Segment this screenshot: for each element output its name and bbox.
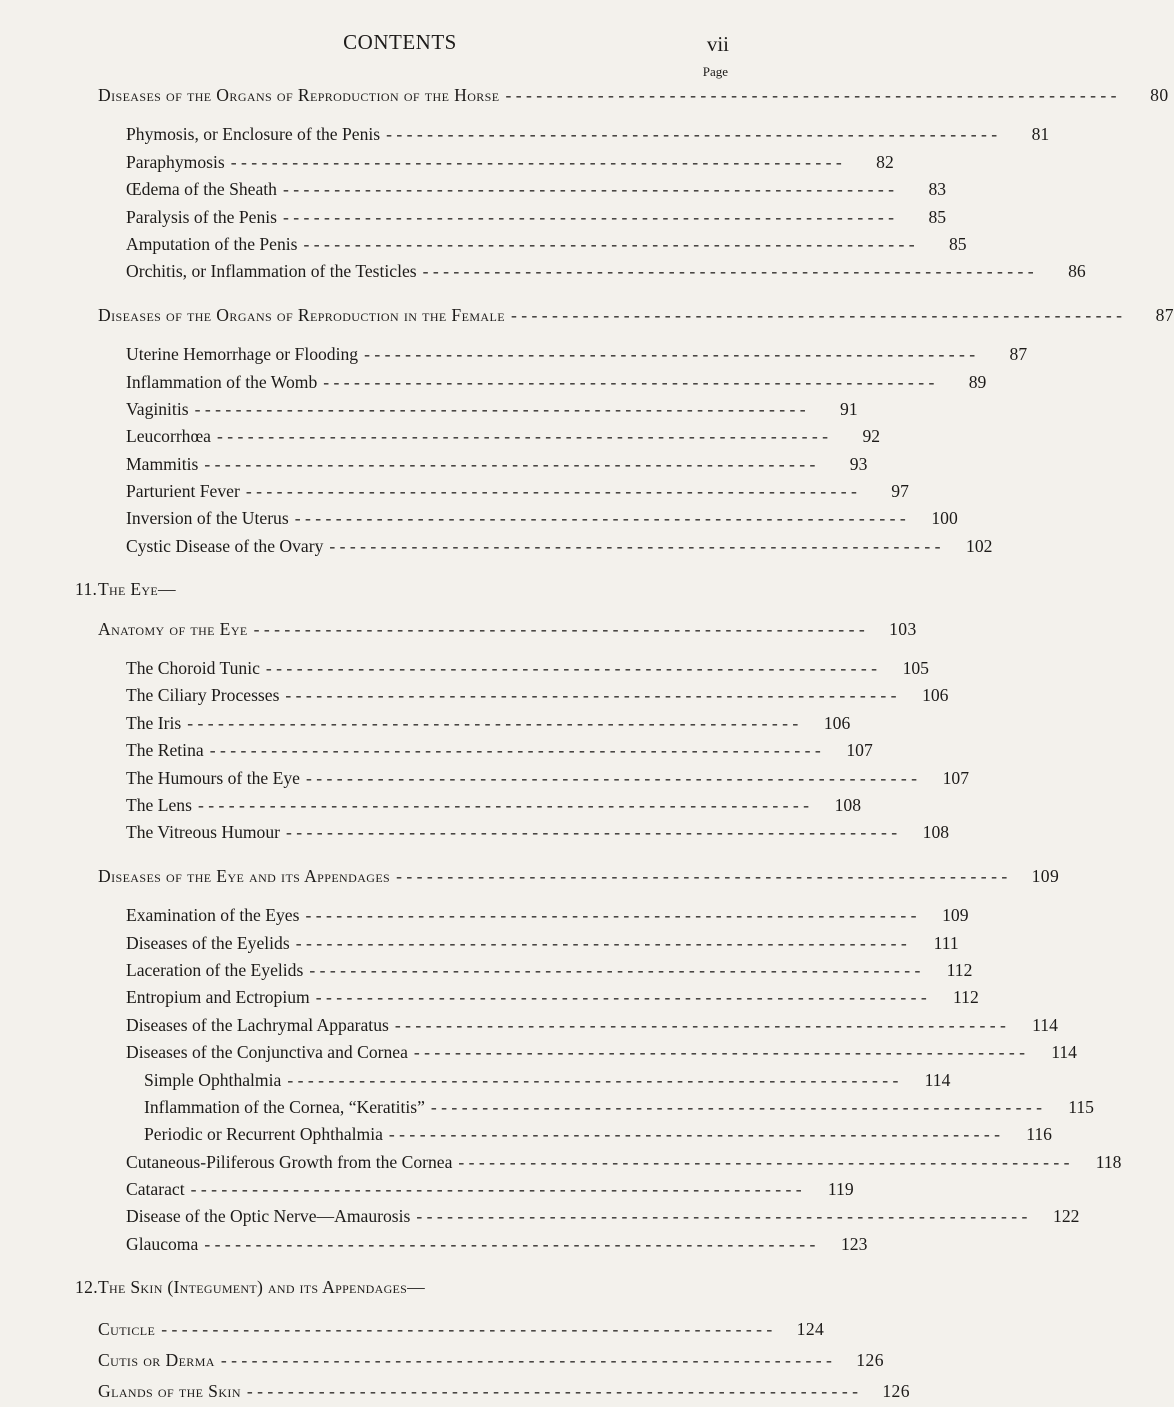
dot-leader: - - - - - - - - - - - - - - - - - - - - - - - - - - - - - - - - - - - - - - - - - - - - - - - - - - - - - - - - - - - - bbox=[386, 124, 998, 145]
part-heading-title: The Skin (Integument) and its Appendages— bbox=[98, 1277, 426, 1298]
toc-entry-page: 106 bbox=[823, 712, 851, 733]
toc-entry-title: Phymosis, or Enclosure of the Penis bbox=[126, 124, 381, 145]
toc-entry bbox=[0, 369, 987, 396]
toc-entry bbox=[0, 902, 969, 929]
toc-entry-page: 111 bbox=[933, 932, 959, 953]
toc-entry-page: 107 bbox=[942, 767, 969, 788]
toc-entry-title: Diseases of the Eyelids bbox=[126, 932, 290, 953]
toc-entry bbox=[0, 149, 894, 176]
toc-entry bbox=[0, 765, 969, 792]
toc-subentry bbox=[0, 1121, 1052, 1148]
section-heading-page: 103 bbox=[889, 618, 917, 639]
toc-entry-title: Inversion of the Uterus bbox=[126, 508, 289, 529]
dot-leader: - - - - - - - - - - - - - - - - - - - - - - - - - - - - - - - - - - - - - - - - - - - - - - - - - - - - - - - - - - - - bbox=[286, 822, 898, 843]
page-column-label: Page bbox=[702, 64, 728, 79]
toc-entry bbox=[0, 341, 1028, 368]
toc-entry-title: The Iris bbox=[126, 712, 182, 733]
toc-entry-page: 86 bbox=[1068, 261, 1086, 282]
toc-entry-title: Diseases of the Conjunctiva and Cornea bbox=[126, 1042, 408, 1063]
toc-entry-page: 105 bbox=[902, 658, 929, 679]
toc-subentry bbox=[0, 1067, 951, 1094]
toc-subentry bbox=[0, 1094, 1094, 1121]
toc-entry-page: 97 bbox=[891, 481, 909, 502]
section-heading-title: Cuticle bbox=[98, 1318, 156, 1339]
toc-entry-page: 114 bbox=[1051, 1042, 1077, 1063]
section-heading-title: Diseases of the Organs of Reproduction of the Horse bbox=[98, 85, 500, 105]
toc-entry bbox=[0, 423, 881, 450]
toc-entry-title: The Choroid Tunic bbox=[126, 658, 260, 679]
dot-leader: - - - - - - - - - - - - - - - - - - - - - - - - - - - - - - - - - - - - - - - - - - - - - - - - - - - - - - - - - - - - bbox=[430, 1096, 1042, 1117]
dot-leader: - - - - - - - - - - - - - - - - - - - - - - - - - - - - - - - - - - - - - - - - - - - - - - - - - - - - - - - - - - - - bbox=[282, 179, 895, 200]
toc-entry bbox=[0, 984, 979, 1011]
toc-entry bbox=[0, 1231, 868, 1258]
toc-entry-title: Entropium and Ectropium bbox=[126, 987, 310, 1008]
toc-entry-title: The Vitreous Humour bbox=[126, 822, 281, 843]
dot-leader: - - - - - - - - - - - - - - - - - - - - - - - - - - - - - - - - - - - - - - - - - - - - - - - - - - - - - - - - - - - - bbox=[396, 865, 1008, 886]
toc-entry-title: Mammitis bbox=[126, 453, 199, 474]
toc-entry bbox=[0, 176, 947, 203]
section-heading-title: Cutis or Derma bbox=[98, 1349, 215, 1370]
dot-leader: - - - - - - - - - - - - - - - - - - - - - - - - - - - - - - - - - - - - - - - - - - - - - - - - - - - - - - - - - - - - bbox=[217, 426, 829, 447]
toc-entry bbox=[0, 957, 973, 984]
dot-leader: - - - - - - - - - - - - - - - - - - - - - - - - - - - - - - - - - - - - - - - - - - - - - - - - - - - - - - - - - - - - bbox=[245, 481, 857, 502]
dot-leader: - - - - - - - - - - - - - - - - - - - - - - - - - - - - - - - - - - - - - - - - - - - - - - - - - - - - - - - - - - - - bbox=[294, 508, 906, 529]
toc-entry-page: 102 bbox=[966, 535, 993, 556]
dot-leader: - - - - - - - - - - - - - - - - - - - - - - - - - - - - - - - - - - - - - - - - - - - - - - - - - - - - - - - - - - - - bbox=[187, 712, 799, 733]
toc-entry-title: Cutaneous-Piliferous Growth from the Cornea bbox=[126, 1151, 453, 1172]
toc-entry-page: 89 bbox=[968, 371, 987, 392]
toc-entry bbox=[0, 930, 959, 957]
dot-leader: - - - - - - - - - - - - - - - - - - - - - - - - - - - - - - - - - - - - - - - - - - - - - - - - - - - - - - - - - - - - bbox=[416, 1206, 1028, 1227]
dot-leader: - - - - - - - - - - - - - - - - - - - - - - - - - - - - - - - - - - - - - - - - - - - - - - - - - - - - - - - - - - - - bbox=[194, 398, 806, 419]
section-heading bbox=[0, 863, 1060, 890]
dot-leader: - - - - - - - - - - - - - - - - - - - - - - - - - - - - - - - - - - - - - - - - - - - - - - - - - - - - - - - - - - - - bbox=[315, 987, 927, 1008]
part-heading-number: 12. bbox=[75, 1277, 98, 1298]
dot-leader: - - - - - - - - - - - - - - - - - - - - - - - - - - - - - - - - - - - - - - - - - - - - - - - - - - - - - - - - - - - - bbox=[458, 1151, 1070, 1172]
toc-entry-title: Glaucoma bbox=[126, 1233, 199, 1254]
part-heading-number: 11. bbox=[75, 579, 98, 600]
toc-entry-title: Leucorrhœa bbox=[126, 426, 211, 447]
dot-leader: - - - - - - - - - - - - - - - - - - - - - - - - - - - - - - - - - - - - - - - - - - - - - - - - - - - - - - - - - - - - bbox=[323, 371, 935, 392]
section-heading-title: Diseases of the Organs of Reproduction in the Female bbox=[98, 304, 505, 325]
dot-leader: - - - - - - - - - - - - - - - - - - - - - - - - - - - - - - - - - - - - - - - - - - - - - - - - - - - - - - - - - - - - bbox=[220, 1349, 832, 1370]
toc-entry-title: Disease of the Optic Nerve—Amaurosis bbox=[126, 1206, 411, 1227]
toc-entry-title: Orchitis, or Inflammation of the Testicles bbox=[126, 261, 417, 282]
section-heading-title: Diseases of the Eye and its Appendages bbox=[98, 865, 391, 886]
toc-entry-page: 100 bbox=[931, 508, 958, 529]
dot-leader: - - - - - - - - - - - - - - - - - - - - - - - - - - - - - - - - - - - - - - - - - - - - - - - - - - - - - - - - - - - - bbox=[303, 233, 915, 254]
page-number: vii bbox=[706, 32, 729, 56]
dot-leader: - - - - - - - - - - - - - - - - - - - - - - - - - - - - - - - - - - - - - - - - - - - - - - - - - - - - - - - - - - - - bbox=[413, 1042, 1025, 1063]
section-heading-page: 80 bbox=[1150, 85, 1169, 105]
toc-entry-page: 112 bbox=[946, 959, 973, 980]
toc-entry-page: 83 bbox=[928, 179, 947, 200]
dot-leader: - - - - - - - - - - - - - - - - - - - - - - - - - - - - - - - - - - - - - - - - - - - - - - - - - - - - - - - - - - - - bbox=[253, 618, 865, 639]
dot-leader: - - - - - - - - - - - - - - - - - - - - - - - - - - - - - - - - - - - - - - - - - - - - - - - - - - - - - - - - - - - - bbox=[161, 1318, 773, 1339]
toc-entry-title: Laceration of the Eyelids bbox=[126, 959, 304, 980]
toc-entry bbox=[0, 682, 949, 709]
toc-entry bbox=[0, 396, 858, 423]
toc-entry-page: 93 bbox=[849, 453, 868, 474]
section-heading-title: Anatomy of the Eye bbox=[98, 618, 248, 639]
dot-leader: - - - - - - - - - - - - - - - - - - - - - - - - - - - - - - - - - - - - - - - - - - - - - - - - - - - - - - - - - - - - bbox=[285, 685, 897, 706]
dot-leader: - - - - - - - - - - - - - - - - - - - - - - - - - - - - - - - - - - - - - - - - - - - - - - - - - - - - - - - - - - - - bbox=[510, 304, 1122, 325]
toc-entry-page: 85 bbox=[928, 206, 947, 227]
toc-entry-page: 108 bbox=[834, 794, 861, 815]
dot-leader: - - - - - - - - - - - - - - - - - - - - - - - - - - - - - - - - - - - - - - - - - - - - - - - - - - - - - - - - - - - - bbox=[329, 535, 941, 556]
dot-leader: - - - - - - - - - - - - - - - - - - - - - - - - - - - - - - - - - - - - - - - - - - - - - - - - - - - - - - - - - - - - bbox=[283, 206, 895, 227]
toc-entry-title: Uterine Hemorrhage or Flooding bbox=[126, 344, 359, 365]
dot-leader: - - - - - - - - - - - - - - - - - - - - - - - - - - - - - - - - - - - - - - - - - - - - - - - - - - - - - - - - - - - - bbox=[295, 932, 907, 953]
toc-subentry-page: 116 bbox=[1026, 1124, 1052, 1145]
toc-entry bbox=[0, 451, 868, 478]
toc-entry-title: Parturient Fever bbox=[126, 481, 240, 502]
dot-leader: - - - - - - - - - - - - - - - - - - - - - - - - - - - - - - - - - - - - - - - - - - - - - - - - - - - - - - - - - - - - bbox=[305, 767, 917, 788]
toc-entry bbox=[0, 231, 967, 258]
section-heading bbox=[0, 1345, 884, 1376]
toc-entry-title: Paralysis of the Penis bbox=[126, 206, 277, 227]
dot-leader: - - - - - - - - - - - - - - - - - - - - - - - - - - - - - - - - - - - - - - - - - - - - - - - - - - - - - - - - - - - - bbox=[309, 959, 921, 980]
toc-subentry-title: Inflammation of the Cornea, “Keratitis” bbox=[144, 1096, 425, 1117]
toc-entry-page: 109 bbox=[942, 905, 969, 926]
toc-entry-page: 122 bbox=[1053, 1206, 1080, 1227]
toc-entry-title: Œdema of the Sheath bbox=[126, 179, 277, 200]
toc-entry bbox=[0, 737, 873, 764]
part-heading-title: The Eye— bbox=[98, 579, 176, 600]
section-heading bbox=[0, 1314, 825, 1345]
dot-leader: - - - - - - - - - - - - - - - - - - - - - - - - - - - - - - - - - - - - - - - - - - - - - - - - - - - - - - - - - - - - bbox=[388, 1124, 1000, 1145]
dot-leader: - - - - - - - - - - - - - - - - - - - - - - - - - - - - - - - - - - - - - - - - - - - - - - - - - - - - - - - - - - - - bbox=[305, 905, 917, 926]
toc-entry-title: Cystic Disease of the Ovary bbox=[126, 535, 324, 556]
toc-entry bbox=[0, 258, 1086, 285]
toc-entry-page: 108 bbox=[922, 822, 950, 843]
toc-entry bbox=[0, 710, 851, 737]
toc-entry-title: Paraphymosis bbox=[126, 151, 225, 172]
part-heading bbox=[0, 1274, 800, 1301]
dot-leader: - - - - - - - - - - - - - - - - - - - - - - - - - - - - - - - - - - - - - - - - - - - - - - - - - - - - - - - - - - - - bbox=[190, 1179, 802, 1200]
dot-leader: - - - - - - - - - - - - - - - - - - - - - - - - - - - - - - - - - - - - - - - - - - - - - - - - - - - - - - - - - - - - bbox=[394, 1014, 1006, 1035]
toc-entry-page: 118 bbox=[1095, 1151, 1122, 1172]
toc-entry-page: 107 bbox=[846, 740, 873, 761]
toc-entry bbox=[0, 204, 947, 231]
toc-entry bbox=[0, 655, 929, 682]
toc-entry-title: Examination of the Eyes bbox=[126, 905, 300, 926]
dot-leader: - - - - - - - - - - - - - - - - - - - - - - - - - - - - - - - - - - - - - - - - - - - - - - - - - - - - - - - - - - - - bbox=[246, 1380, 858, 1401]
toc-entry-title: Vaginitis bbox=[126, 398, 189, 419]
toc-entry bbox=[0, 1039, 1077, 1066]
section-heading bbox=[0, 1376, 910, 1407]
toc-entry-title: Amputation of the Penis bbox=[126, 233, 298, 254]
toc-entry-page: 82 bbox=[876, 151, 894, 172]
dot-leader: - - - - - - - - - - - - - - - - - - - - - - - - - - - - - - - - - - - - - - - - - - - - - - - - - - - - - - - - - - - - bbox=[287, 1069, 899, 1090]
toc-entry-title: The Humours of the Eye bbox=[126, 767, 300, 788]
section-heading-page: 124 bbox=[796, 1318, 825, 1339]
toc-entry-page: 114 bbox=[1032, 1014, 1058, 1035]
toc-entry-page: 81 bbox=[1031, 124, 1050, 145]
toc-entry-page: 106 bbox=[922, 685, 949, 706]
toc-entry bbox=[0, 819, 950, 846]
toc-subentry-page: 114 bbox=[924, 1069, 951, 1090]
table-of-contents bbox=[0, 82, 1174, 1407]
dot-leader: - - - - - - - - - - - - - - - - - - - - - - - - - - - - - - - - - - - - - - - - - - - - - - - - - - - - - - - - - - - - bbox=[422, 261, 1034, 282]
toc-entry-page: 87 bbox=[1009, 344, 1028, 365]
toc-entry-page: 85 bbox=[948, 233, 967, 254]
toc-entry-title: Cataract bbox=[126, 1179, 185, 1200]
section-heading-page: 87 bbox=[1155, 304, 1174, 325]
running-header bbox=[0, 30, 800, 56]
toc-entry-title: The Ciliary Processes bbox=[126, 685, 280, 706]
toc-entry-page: 112 bbox=[953, 987, 979, 1008]
toc-entry-title: The Lens bbox=[126, 794, 192, 815]
section-heading-title: Glands of the Skin bbox=[98, 1380, 241, 1401]
toc-entry bbox=[0, 1012, 1058, 1039]
toc-subentry-page: 115 bbox=[1068, 1096, 1094, 1117]
dot-leader: - - - - - - - - - - - - - - - - - - - - - - - - - - - - - - - - - - - - - - - - - - - - - - - - - - - - - - - - - - - - bbox=[230, 151, 842, 172]
section-heading-page: 126 bbox=[882, 1380, 910, 1401]
dot-leader: - - - - - - - - - - - - - - - - - - - - - - - - - - - - - - - - - - - - - - - - - - - - - - - - - - - - - - - - - - - - bbox=[204, 1233, 816, 1254]
page-title: CONTENTS bbox=[343, 30, 457, 54]
toc-entry-title: Diseases of the Lachrymal Apparatus bbox=[126, 1014, 389, 1035]
toc-entry bbox=[0, 792, 861, 819]
dot-leader: - - - - - - - - - - - - - - - - - - - - - - - - - - - - - - - - - - - - - - - - - - - - - - - - - - - - - - - - - - - - bbox=[505, 85, 1117, 105]
toc-subentry-title: Periodic or Recurrent Ophthalmia bbox=[144, 1124, 383, 1145]
toc-entry bbox=[0, 478, 909, 505]
toc-entry bbox=[0, 1176, 854, 1203]
section-heading bbox=[0, 82, 1169, 109]
section-heading bbox=[0, 616, 917, 643]
section-heading bbox=[0, 302, 1174, 329]
dot-leader: - - - - - - - - - - - - - - - - - - - - - - - - - - - - - - - - - - - - - - - - - - - - - - - - - - - - - - - - - - - - bbox=[197, 794, 809, 815]
toc-entry bbox=[0, 533, 993, 560]
section-heading-page: 126 bbox=[856, 1349, 884, 1370]
dot-leader: - - - - - - - - - - - - - - - - - - - - - - - - - - - - - - - - - - - - - - - - - - - - - - - - - - - - - - - - - - - - bbox=[265, 658, 877, 679]
toc-entry-page: 123 bbox=[840, 1233, 868, 1254]
part-heading bbox=[0, 576, 800, 603]
toc-entry bbox=[0, 121, 1050, 148]
toc-entry-page: 119 bbox=[827, 1179, 854, 1200]
toc-entry-title: The Retina bbox=[126, 740, 204, 761]
dot-leader: - - - - - - - - - - - - - - - - - - - - - - - - - - - - - - - - - - - - - - - - - - - - - - - - - - - - - - - - - - - - bbox=[204, 453, 816, 474]
section-heading-page: 109 bbox=[1031, 865, 1060, 886]
toc-entry-page: 91 bbox=[840, 398, 858, 419]
toc-entry-page: 92 bbox=[862, 426, 881, 447]
toc-entry bbox=[0, 1149, 1122, 1176]
toc-entry bbox=[0, 505, 958, 532]
toc-subentry-title: Simple Ophthalmia bbox=[144, 1069, 282, 1090]
toc-entry bbox=[0, 1203, 1080, 1230]
dot-leader: - - - - - - - - - - - - - - - - - - - - - - - - - - - - - - - - - - - - - - - - - - - - - - - - - - - - - - - - - - - - bbox=[364, 344, 976, 365]
toc-entry-title: Inflammation of the Womb bbox=[126, 371, 318, 392]
dot-leader: - - - - - - - - - - - - - - - - - - - - - - - - - - - - - - - - - - - - - - - - - - - - - - - - - - - - - - - - - - - - bbox=[209, 740, 821, 761]
